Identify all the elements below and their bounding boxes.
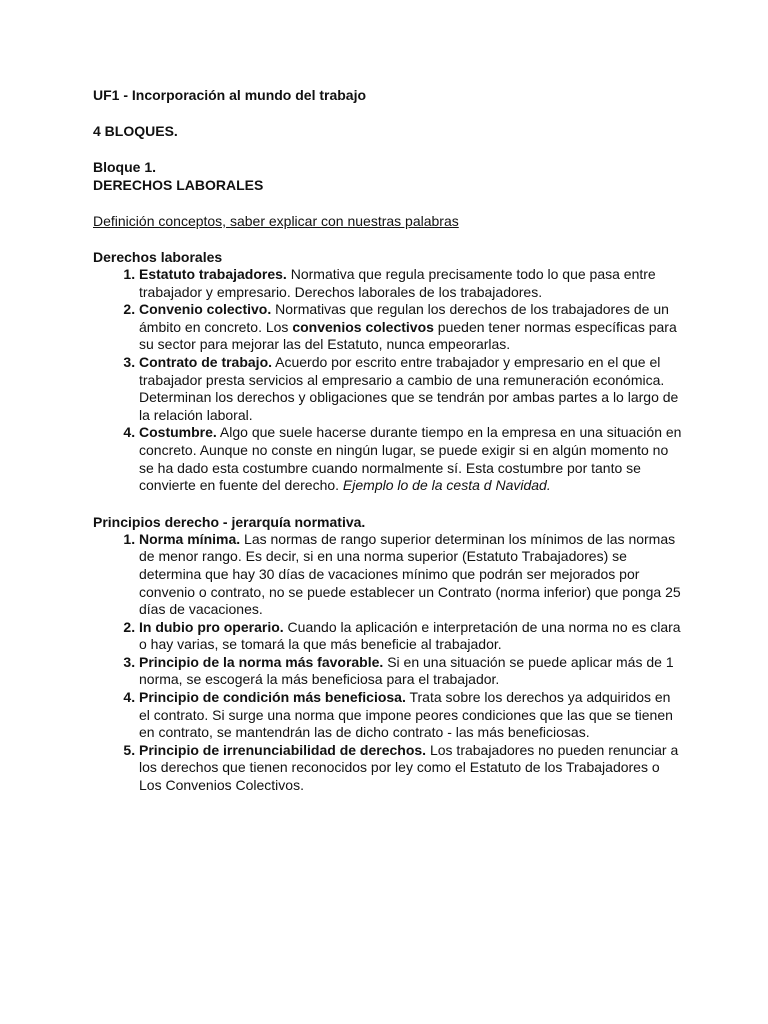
block-topic: DERECHOS LABORALES: [93, 177, 264, 193]
document-title: UF1 - Incorporación al mundo del trabajo: [93, 87, 367, 103]
item-term: Principio de la norma más favorable.: [139, 653, 384, 670]
item-text: Cuando la aplicación e interpretación de una norma no es clara o hay varias, se tomará la que más beneficie al trabajador.: [139, 618, 681, 653]
item-term: Norma mínima.: [139, 530, 241, 547]
derechos-list: [93, 266, 683, 495]
item-text: Acuerdo por escrito entre trabajador y empresario en el que el trabajador presta servicios al empresario a cambio de una remuneración económica. Determinan los derechos y obligaciones que se tendrán por ambas partes a lo largo de la relación laboral.: [139, 353, 679, 423]
item-text: Las normas de rango superior determinan los mínimos de las normas de menor rango. Es decir, si en una norma superior (Estatuto Trabajadores) se determina que hay 30 días de vacaciones mínimo que podrán ser mejorados por convenio o contrato, no se puede establecer un Contrato (norma inferior) que ponga 25 días de vacaciones.: [139, 530, 681, 618]
item-term: Costumbre.: [139, 424, 217, 441]
list-item: [139, 742, 683, 795]
document-page: [93, 86, 683, 795]
item-text: Algo que suele hacerse durante tiempo en la empresa en una situación en concreto. Aunque no conste en ningún lugar, se puede exigir si en algún momento no se ha dado esta costumbre cuando normalmente sí. Esta costumbre por tanto se convierte en fuente del derecho.: [139, 424, 682, 494]
item-term: Principio de condición más beneficiosa.: [139, 689, 406, 706]
item-term: Contrato de trabajo.: [139, 353, 273, 370]
list-item: [139, 531, 683, 619]
principios-list: [93, 531, 683, 795]
list-item: [139, 354, 683, 424]
list-item: [139, 301, 683, 354]
item-text: Normativas que regulan los derechos de los trabajadores de un ámbito en concreto. Los: [139, 301, 669, 335]
item-term: Principio de irrenunciabilidad de derechos.: [139, 741, 427, 758]
blocks-count: 4 BLOQUES.: [93, 123, 178, 139]
section-heading: Derechos laborales: [93, 249, 223, 265]
item-text: Trata sobre los derechos ya adquiridos en el contrato. Si surge una norma que impone peores condiciones que las que se tienen en contrato, se mantendrán las de dicho contrato - las más beneficiosas.: [139, 689, 673, 741]
list-item: [139, 266, 683, 301]
list-item: [139, 654, 683, 689]
list-item: [139, 689, 683, 742]
section-derechos-laborales: [93, 248, 683, 495]
item-text: Normativa que regula precisamente todo lo que pasa entre trabajador y empresario. Derechos laborales de los trabajadores.: [139, 266, 656, 300]
item-bold-text: convenios colectivos: [292, 318, 434, 335]
item-example: Ejemplo lo de la cesta d Navidad.: [342, 477, 551, 494]
item-text: pueden tener normas específicas para su sector para mejorar las del Estatuto, nunca empeorarlas.: [139, 318, 677, 353]
section-heading: Principios derecho - jerarquía normativa.: [93, 513, 366, 530]
item-term: In dubio pro operario.: [139, 618, 284, 635]
list-item: [139, 619, 683, 654]
section-principios-derecho: [93, 513, 683, 795]
list-item: [139, 424, 683, 494]
instruction-text: Definición conceptos, saber explicar con nuestras palabras: [93, 213, 459, 229]
block-label: Bloque 1.: [93, 159, 157, 175]
item-text: Los trabajadores no pueden renunciar a los derechos que tienen reconocidos por ley como el Estatuto de los Trabajadores o Los Convenios Colectivos.: [139, 741, 679, 794]
item-term: Convenio colectivo.: [139, 301, 272, 318]
item-text: Si en una situación se puede aplicar más de 1 norma, se escogerá la más beneficiosa para el trabajador.: [139, 653, 674, 688]
item-term: Estatuto trabajadores.: [139, 266, 287, 282]
